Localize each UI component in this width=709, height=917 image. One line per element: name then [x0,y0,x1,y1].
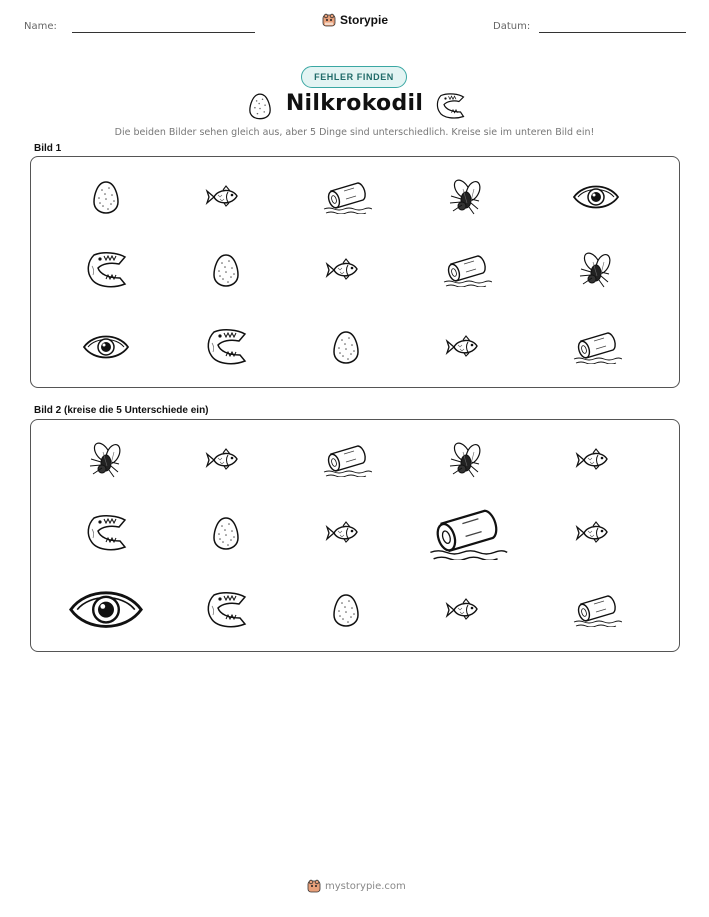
log-icon [570,330,622,364]
storypie-logo-icon [307,879,321,893]
fly-icon[interactable] [84,438,128,482]
log-icon [320,180,372,214]
egg-icon [208,247,244,293]
fish-icon[interactable] [443,595,489,625]
crocodile-icon [84,248,128,292]
brand-name: Storypie [340,13,389,27]
date-line[interactable] [539,32,686,33]
footer [307,879,406,893]
egg-icon [328,324,364,370]
log-icon[interactable] [320,443,372,477]
fish-icon[interactable] [573,518,619,548]
panel1-label: Bild 1 [34,143,62,154]
date-label: Datum: [493,21,531,32]
fish-icon [203,182,249,212]
fish-icon [323,255,369,285]
name-line[interactable] [72,32,255,33]
eye-icon[interactable] [66,584,146,635]
name-label: Name: [24,21,57,32]
crocodile-icon [435,91,465,121]
panel2-label: Bild 2 (kreise die 5 Unterschiede ein) [34,405,209,416]
log-icon[interactable] [570,593,622,627]
egg-icon[interactable] [208,510,244,556]
fly-icon [444,175,488,219]
log-icon[interactable] [424,506,507,560]
picture-panel-2[interactable] [30,419,680,652]
fish-icon[interactable] [203,445,249,475]
eye-icon [81,331,131,363]
crocodile-icon[interactable] [84,511,128,555]
brand-logo [322,13,388,27]
crocodile-icon [204,325,248,369]
fly-icon [574,248,618,292]
egg-icon [88,174,124,220]
log-icon [440,253,492,287]
instructions-text: Die beiden Bilder sehen gleich aus, aber 5 Dinge sind unterschiedlich. Kreise sie im unteren Bild ein! [114,127,595,138]
crocodile-icon[interactable] [204,588,248,632]
fish-icon [443,332,489,362]
fish-icon[interactable] [323,518,369,548]
category-badge: FEHLER FINDEN [301,66,407,88]
footer-url[interactable]: mystorypie.com [325,880,406,892]
eye-icon [571,181,621,213]
fly-icon[interactable] [444,438,488,482]
storypie-logo-icon [322,13,336,27]
fish-icon[interactable] [573,445,619,475]
egg-icon[interactable] [328,587,364,633]
page-title: Nilkrokodil [285,91,424,116]
picture-panel-1 [30,156,680,388]
